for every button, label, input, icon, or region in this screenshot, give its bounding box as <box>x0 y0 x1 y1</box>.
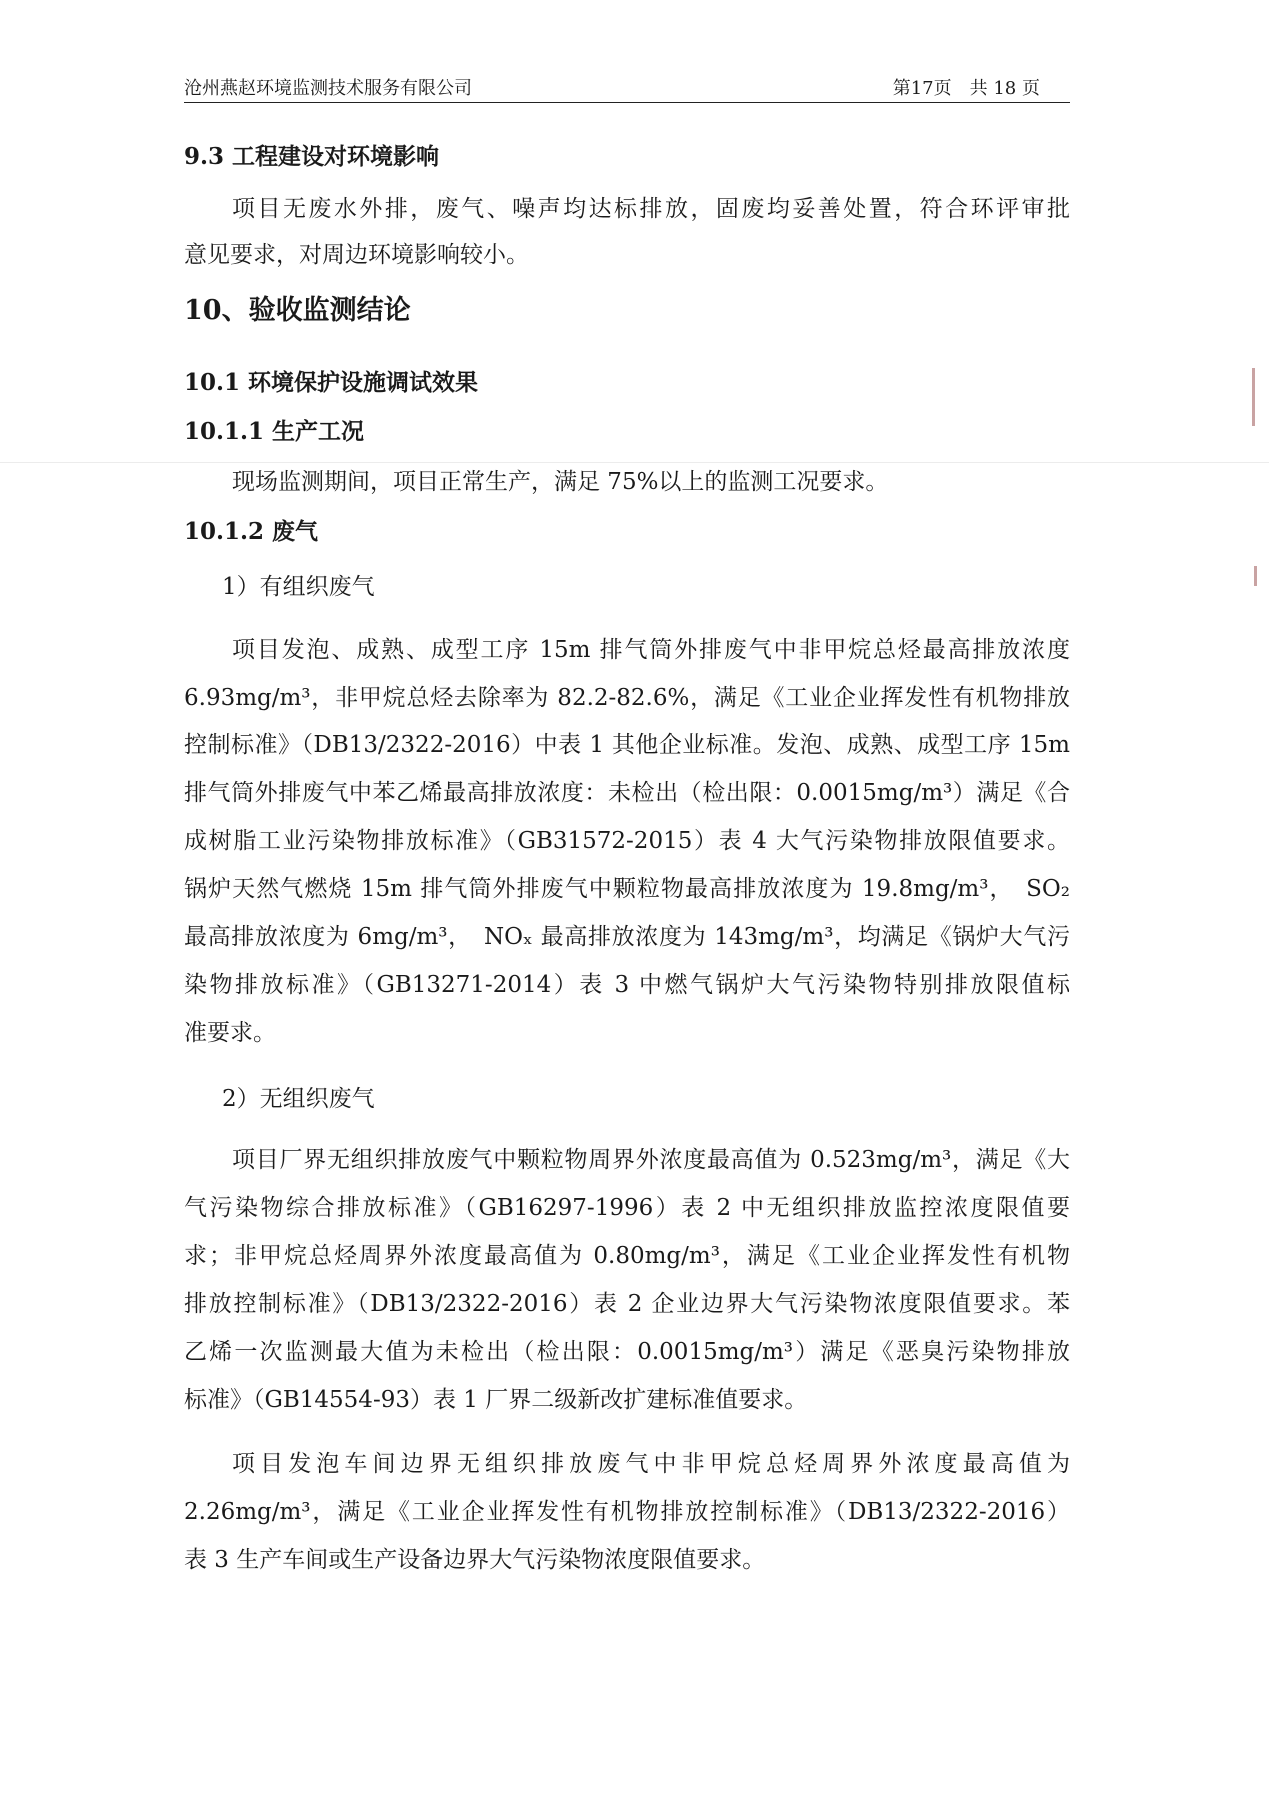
paragraph-line: 6.93mg/m³，非甲烷总烃去除率为 82.2-82.6%，满足《工业企业挥发性有机物排放 <box>184 685 1070 711</box>
paragraph-line: 标准》（GB14554-93）表 1 厂界二级新改扩建标准值要求。 <box>184 1387 808 1413</box>
section-heading-9-3: 9.3 工程建设对环境影响 <box>184 143 440 170</box>
paragraph-line: 控制标准》（DB13/2322-2016）中表 1 其他企业标准。发泡、成熟、成型工序 15m <box>184 732 1070 758</box>
paragraph-line: 成树脂工业污染物排放标准》（GB31572-2015）表 4 大气污染物排放限值要求。 <box>184 828 1070 854</box>
paragraph-line: 染物排放标准》（GB13271-2014）表 3 中燃气锅炉大气污染物特别排放限值标 <box>184 972 1070 998</box>
section-heading-10-1: 10.1 环境保护设施调试效果 <box>184 369 479 396</box>
scan-artifact-line <box>0 462 1269 463</box>
company-name: 沧州燕赵环境监测技术服务有限公司 <box>184 78 472 99</box>
paragraph-line: 项目发泡车间边界无组织排放废气中非甲烷总烃周界外浓度最高值为 <box>232 1451 1070 1477</box>
paragraph-line: 表 3 生产车间或生产设备边界大气污染物浓度限值要求。 <box>184 1547 766 1573</box>
paragraph-line: 意见要求，对周边环境影响较小。 <box>184 242 529 268</box>
paragraph-line: 项目厂界无组织排放废气中颗粒物周界外浓度最高值为 0.523mg/m³，满足《大 <box>232 1147 1070 1173</box>
paragraph-line: 气污染物综合排放标准》（GB16297-1996）表 2 中无组织排放监控浓度限值要 <box>184 1195 1070 1221</box>
page-number: 第17页 共 18 页 <box>892 78 1040 99</box>
list-item-heading: 2）无组织废气 <box>222 1086 375 1112</box>
paragraph-line: 项目无废水外排，废气、噪声均达标排放，固废均妥善处置，符合环评审批 <box>232 196 1070 222</box>
paragraph-line: 乙烯一次监测最大值为未检出（检出限：0.0015mg/m³）满足《恶臭污染物排放 <box>184 1339 1070 1365</box>
page-header <box>184 70 1070 103</box>
paragraph-line: 求；非甲烷总烃周界外浓度最高值为 0.80mg/m³，满足《工业企业挥发性有机物 <box>184 1243 1070 1269</box>
paragraph-line: 准要求。 <box>184 1020 276 1046</box>
paragraph-line: 锅炉天然气燃烧 15m 排气筒外排废气中颗粒物最高排放浓度为 19.8mg/m³， SO₂ <box>184 876 1070 902</box>
paragraph-line: 排放控制标准》（DB13/2322-2016）表 2 企业边界大气污染物浓度限值要求。苯 <box>184 1291 1070 1317</box>
chapter-heading-10: 10、验收监测结论 <box>184 295 411 326</box>
list-item-heading: 1）有组织废气 <box>222 574 375 600</box>
scan-artifact-mark <box>1254 566 1257 586</box>
scan-artifact-mark <box>1252 368 1255 426</box>
paragraph-line: 最高排放浓度为 6mg/m³， NOₓ 最高排放浓度为 143mg/m³，均满足《锅炉大气污 <box>184 924 1070 950</box>
paragraph-line: 2.26mg/m³，满足《工业企业挥发性有机物排放控制标准》（DB13/2322-2016） <box>184 1499 1070 1525</box>
paragraph-line: 现场监测期间，项目正常生产，满足 75%以上的监测工况要求。 <box>232 469 889 495</box>
paragraph-line: 项目发泡、成熟、成型工序 15m 排气筒外排废气中非甲烷总烃最高排放浓度 <box>232 637 1070 663</box>
paragraph-line: 排气筒外排废气中苯乙烯最高排放浓度：未检出（检出限：0.0015mg/m³）满足《合 <box>184 780 1070 806</box>
subsection-heading-10-1-2: 10.1.2 废气 <box>184 518 319 545</box>
subsection-heading-10-1-1: 10.1.1 生产工况 <box>184 418 365 445</box>
